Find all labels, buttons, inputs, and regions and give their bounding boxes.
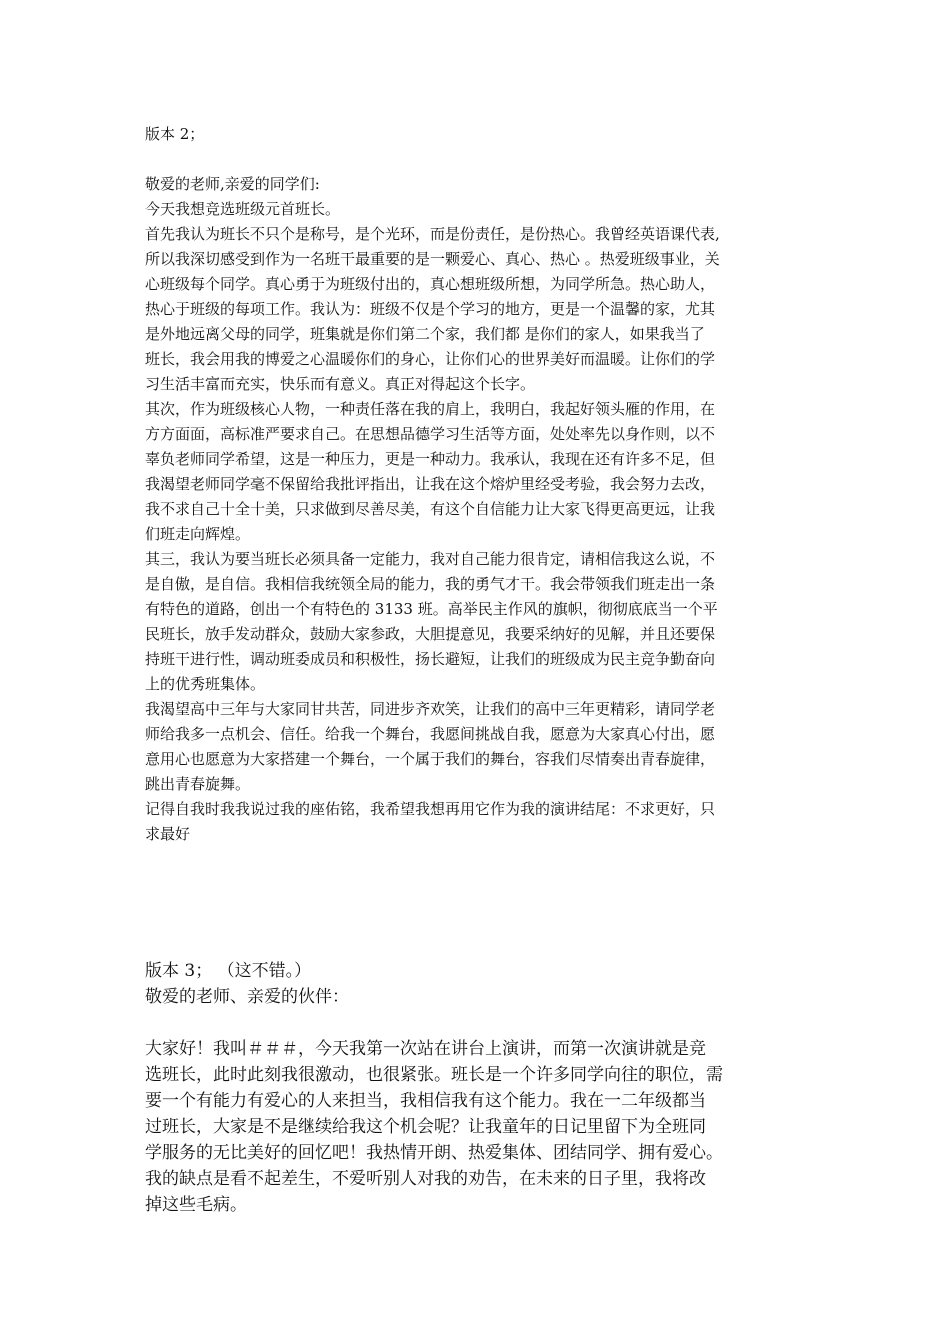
text-line: 首先我认为班长不只个是称号，是个光环，而是份责任，是份热心。我曾经英语课代表,	[145, 225, 720, 243]
text-line: 要一个有能力有爱心的人来担当，我相信我有这个能力。我在一二年级都当	[145, 1091, 706, 1111]
text-line: 记得自我时我我说过我的座佑铭，我希望我想再用它作为我的演讲结尾：不求更好，只	[145, 800, 716, 818]
text-line: 其次，作为班级核心人物，一种责任落在我的肩上，我明白，我起好领头雁的作用，在	[145, 400, 716, 418]
text-line: 热心于班级的每项工作。我认为：班级不仅是个学习的地方，更是一个温馨的家，尤其	[145, 300, 716, 318]
text-line: 持班干进行性，调动班委成员和积极性，扬长避短，让我们的班级成为民主竞争勤奋向	[145, 650, 716, 668]
text-line: 师给我多一点机会、信任。给我一个舞台，我愿间挑战自我，愿意为大家真心付出，愿	[145, 725, 716, 743]
text-line: 方方面面，高标准严要求自己。在思想品德学习生活等方面，处处率先以身作则，以不	[145, 425, 716, 443]
text-line: 是自傲，是自信。我相信我统领全局的能力，我的勇气才干。我会带领我们班走出一条	[145, 575, 716, 593]
version-2-greeting: 敬爱的老师,亲爱的同学们:	[145, 175, 320, 193]
text-line: 班长，我会用我的博爱之心温暖你们的身心，让你们心的世界美好而温暖。让你们的学	[145, 350, 716, 368]
text-line: 有特色的道路，创出一个有特色的 3133 班。高举民主作风的旗帜，彻彻底底当一个平	[145, 600, 718, 618]
text-line: 今天我想竞选班级元首班长。	[145, 200, 341, 218]
text-line: 习生活丰富而充实，快乐而有意义。真正对得起这个长字。	[145, 375, 536, 393]
text-line: 们班走向辉煌。	[145, 525, 251, 543]
version-3-greeting: 敬爱的老师、亲爱的伙伴：	[145, 987, 349, 1007]
version-2-heading: 版本 2；	[145, 125, 205, 143]
text-line: 民班长，放手发动群众，鼓励大家参政，大胆提意见，我要采纳好的见解，并且还要保	[145, 625, 716, 643]
text-line: 辜负老师同学希望，这是一种压力，更是一种动力。我承认，我现在还有许多不足，但	[145, 450, 716, 468]
version-2-body	[145, 197, 815, 847]
blank-line	[145, 1010, 815, 1036]
text-line: 我的缺点是看不起差生，不爱听别人对我的劝告，在未来的日子里，我将改	[145, 1169, 706, 1189]
text-line: 学服务的无比美好的回忆吧！我热情开朗、热爱集体、团结同学、拥有爱心。	[145, 1143, 723, 1163]
text-line: 求最好	[145, 825, 191, 843]
text-line: 选班长，此时此刻我很激动，也很紧张。班长是一个许多同学向往的职位，需	[145, 1065, 723, 1085]
version-3-body	[145, 1036, 815, 1218]
text-line: 其三，我认为要当班长必须具备一定能力，我对自己能力很肯定，请相信我这么说，不	[145, 550, 716, 568]
text-line: 我渴望高中三年与大家同甘共苦，同进步齐欢笑，让我们的高中三年更精彩，请同学老	[145, 700, 716, 718]
text-line: 上的优秀班集体。	[145, 675, 266, 693]
text-line: 跳出青春旋舞。	[145, 775, 251, 793]
text-line: 掉这些毛病。	[145, 1195, 247, 1215]
text-line: 我渴望老师同学毫不保留给我批评指出，让我在这个熔炉里经受考验，我会努力去改，	[145, 475, 716, 493]
text-line: 所以我深切感受到作为一名班干最重要的是一颗爱心、真心、热心 。热爱班级事业，关	[145, 250, 720, 268]
text-line: 过班长，大家是不是继续给我这个机会呢？让我童年的日记里留下为全班同	[145, 1117, 706, 1137]
version-3-section	[145, 958, 815, 1218]
text-line: 大家好！我叫＃＃＃，今天我第一次站在讲台上演讲，而第一次演讲就是竞	[145, 1039, 706, 1059]
text-line: 心班级每个同学。真心勇于为班级付出的，真心想班级所想，为同学所急。热心助人，	[145, 275, 716, 293]
version-2-section	[145, 122, 815, 847]
blank-line	[145, 147, 815, 172]
text-line: 意用心也愿意为大家搭建一个舞台，一个属于我们的舞台，容我们尽情奏出青春旋律，	[145, 750, 716, 768]
text-line: 我不求自己十全十美，只求做到尽善尽美，有这个自信能力让大家飞得更高更远，让我	[145, 500, 716, 518]
text-line: 是外地远离父母的同学，班集就是你们第二个家，我们都 是你们的家人，如果我当了	[145, 325, 705, 343]
version-3-heading: 版本 3； （这不错。）	[145, 961, 312, 981]
